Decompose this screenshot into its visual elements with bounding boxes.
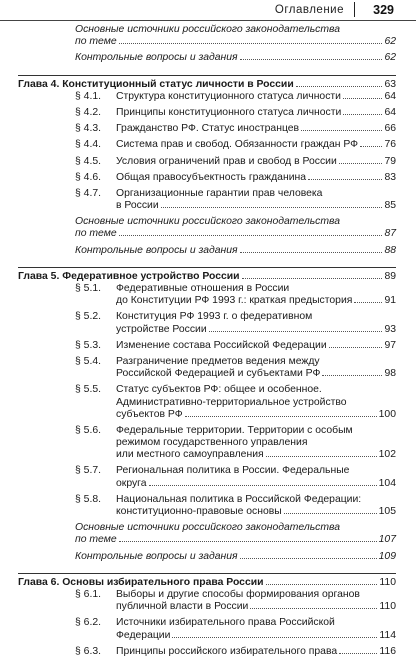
running-header	[0, 0, 416, 22]
entry-title: Региональная политика в России. Федеральные	[116, 465, 350, 477]
section-number: § 4.5.	[75, 155, 101, 167]
entry-title: Контрольные вопросы и задания	[75, 244, 238, 256]
entry-text	[18, 24, 396, 48]
toc-section[interactable]	[18, 139, 396, 151]
entry-title: Изменение состава Российской Федерации	[116, 339, 327, 351]
page-ref: 114	[379, 629, 396, 641]
page-ref: 91	[384, 295, 396, 307]
section-number: § 4.4.	[75, 139, 101, 151]
toc-supplement[interactable]	[18, 24, 396, 48]
entry-title: Федерации	[116, 629, 171, 641]
page-ref: 63	[384, 78, 396, 90]
section-number: § 5.8.	[75, 493, 101, 505]
entry-title: режимом государственного управления	[116, 437, 308, 449]
toc-section[interactable]	[18, 283, 396, 307]
leader-dots	[343, 98, 382, 99]
chapter-rule	[18, 573, 396, 574]
entry-line	[75, 522, 396, 534]
leader-dots	[339, 163, 383, 164]
entry-title: Национальная политика в Российской Федерации:	[116, 493, 362, 505]
leader-dots	[354, 302, 382, 303]
page-ref: 97	[384, 339, 396, 351]
leader-dots	[322, 375, 382, 376]
entry-line	[75, 216, 396, 228]
page-ref: 83	[384, 171, 396, 183]
entry-title: публичной власти в России	[116, 601, 249, 613]
leader-dots	[250, 608, 377, 609]
toc-chapter[interactable]	[18, 261, 396, 283]
entry-title: Основные источники российского законодательства	[75, 522, 340, 534]
entry-line	[116, 156, 396, 168]
entry-line	[75, 228, 396, 240]
leader-dots	[308, 179, 382, 180]
toc-section[interactable]	[18, 384, 396, 421]
section-number: § 4.2.	[75, 106, 101, 118]
entry-line	[75, 36, 396, 48]
entry-title: Федеральные территории. Территории с особым	[116, 424, 353, 436]
leader-dots	[240, 59, 383, 60]
entry-title: или местного самоуправления	[116, 449, 264, 461]
entry-line	[116, 283, 396, 295]
toc-supplement[interactable]	[18, 522, 396, 546]
leader-dots	[339, 653, 377, 654]
entry-title: устройстве России	[116, 323, 207, 335]
page-ref: 64	[384, 106, 396, 118]
toc-supplement[interactable]	[18, 52, 396, 64]
entry-line	[116, 601, 396, 613]
chapter-line	[18, 79, 396, 91]
header-rule	[0, 20, 416, 21]
toc-chapter[interactable]	[18, 567, 396, 589]
leader-dots	[172, 637, 377, 638]
section-number: § 5.1.	[75, 283, 101, 294]
section-number: § 4.7.	[75, 187, 101, 199]
page-ref: 116	[379, 645, 396, 657]
entry-line	[116, 188, 396, 200]
entry-line	[116, 311, 396, 323]
entry-line	[116, 384, 396, 396]
entry-line	[75, 551, 396, 563]
spacer	[18, 658, 396, 662]
entry-title: Основные источники российского законодательства	[75, 24, 340, 35]
section-number: § 5.6.	[75, 424, 101, 436]
toc-section[interactable]	[18, 311, 396, 335]
entry-title: Конституция РФ 1993 г. о федеративном	[116, 311, 313, 323]
leader-dots	[242, 278, 383, 279]
leader-dots	[161, 207, 383, 208]
entry-line	[116, 465, 396, 477]
entry-title: Гражданство РФ. Статус иностранцев	[116, 123, 300, 135]
entry-line	[116, 425, 396, 437]
page-ref: 64	[384, 90, 396, 102]
table-of-contents	[18, 24, 396, 662]
entry-line	[116, 494, 396, 506]
entry-title: по теме	[75, 228, 117, 240]
toc-supplement[interactable]	[18, 245, 396, 257]
page-ref: 62	[384, 52, 396, 64]
leader-dots	[240, 252, 383, 253]
page-ref: 88	[384, 244, 396, 256]
leader-dots	[119, 43, 383, 44]
page-ref: 66	[384, 123, 396, 135]
section-number: § 6.2.	[75, 617, 101, 629]
entry-title: Структура конституционного статуса личности	[116, 90, 341, 102]
header-separator	[354, 2, 355, 17]
toc-section[interactable]	[18, 107, 396, 119]
entry-title: по теме	[75, 36, 117, 48]
toc-section[interactable]	[18, 123, 396, 135]
leader-dots	[149, 485, 377, 486]
chapter-line	[18, 271, 396, 283]
entry-title: в России	[116, 200, 159, 212]
entry-line	[75, 534, 396, 546]
section-number: § 5.4.	[75, 355, 101, 367]
toc-supplement[interactable]	[18, 216, 396, 240]
section-number: § 5.3.	[75, 339, 101, 351]
entry-line	[116, 368, 396, 380]
page-ref: 98	[384, 368, 396, 380]
entry-title: по теме	[75, 534, 117, 546]
section-number: § 6.3.	[75, 645, 101, 657]
toc-supplement[interactable]	[18, 551, 396, 563]
section-number: § 6.1.	[75, 588, 101, 600]
toc-chapter[interactable]	[18, 69, 396, 91]
page-ref: 87	[384, 228, 396, 240]
page-ref: 102	[378, 449, 396, 461]
entry-title: Организационные гарантии прав человека	[116, 187, 323, 199]
leader-dots	[301, 130, 382, 131]
section-number: § 5.5.	[75, 384, 101, 396]
entry-title: Выборы и другие способы формирования органов	[116, 588, 360, 600]
entry-title: Контрольные вопросы и задания	[75, 52, 238, 64]
leader-dots	[119, 235, 383, 236]
chapter-title: Глава 6. Основы избирательного права России	[18, 576, 264, 588]
entry-line	[116, 478, 396, 490]
entry-line	[116, 409, 396, 421]
entry-line	[116, 397, 396, 409]
leader-dots	[296, 86, 383, 87]
entry-line	[116, 139, 396, 151]
leader-dots	[185, 416, 377, 417]
entry-title: субъектов РФ	[116, 408, 183, 420]
page-number: 329	[373, 3, 394, 17]
entry-title: Федеративные отношения в России	[116, 283, 290, 294]
entry-line	[116, 506, 396, 518]
leader-dots	[329, 347, 383, 348]
entry-line	[116, 91, 396, 103]
page-ref: 100	[378, 408, 396, 420]
entry-line	[116, 340, 396, 352]
entry-title: Общая правосубъектность гражданина	[116, 171, 307, 183]
entry-title: Условия ограничений прав и свобод в России	[116, 155, 337, 167]
toc-section[interactable]	[18, 494, 396, 518]
section-number: § 4.1.	[75, 90, 101, 102]
toc-section[interactable]	[18, 646, 396, 658]
running-title: Оглавление	[274, 4, 344, 16]
toc-section[interactable]	[18, 91, 396, 103]
section-number: § 5.2.	[75, 311, 101, 323]
toc-section[interactable]	[18, 617, 396, 641]
page-ref: 85	[384, 200, 396, 212]
page-ref: 109	[378, 550, 396, 562]
entry-title: округа	[116, 477, 147, 489]
chapter-rule	[18, 75, 396, 76]
leader-dots	[209, 331, 383, 332]
entry-line	[116, 589, 396, 601]
entry-title: Разграничение предметов ведения между	[116, 355, 320, 367]
entry-text	[18, 216, 396, 240]
entry-title: конституционно-правовые основы	[116, 506, 282, 517]
toc-section[interactable]	[18, 589, 396, 613]
entry-title: Принципы российского избирательного права	[116, 645, 338, 657]
entry-line	[116, 646, 396, 658]
entry-line	[75, 245, 396, 257]
entry-line	[116, 200, 396, 212]
page-ref: 76	[384, 139, 396, 151]
chapter-rule	[18, 267, 396, 268]
entry-title: до Конституции РФ 1993 г.: краткая предыстория	[116, 295, 353, 307]
entry-text	[18, 522, 396, 546]
chapter-title: Глава 5. Федеративное устройство России	[18, 270, 240, 282]
entry-title: Принципы конституционного статуса личности	[116, 106, 342, 118]
page-ref: 104	[378, 477, 396, 489]
page-ref: 79	[384, 155, 396, 167]
entry-title: Административно-территориальное устройство	[116, 396, 347, 408]
entry-title: Российской Федерацией и субъектами РФ	[116, 368, 321, 380]
page-ref: 110	[379, 601, 396, 613]
entry-text	[18, 52, 396, 64]
leader-dots	[119, 541, 377, 542]
page-ref: 105	[378, 506, 396, 517]
entry-line	[116, 123, 396, 135]
chapter-line	[18, 577, 396, 589]
page-ref: 93	[384, 323, 396, 335]
entry-line	[116, 617, 396, 629]
toc-section[interactable]	[18, 356, 396, 380]
entry-line	[116, 449, 396, 461]
page-ref: 107	[378, 534, 396, 546]
entry-line	[116, 437, 396, 449]
entry-line	[116, 172, 396, 184]
page-ref: 89	[384, 270, 396, 282]
leader-dots	[360, 146, 382, 147]
toc-section[interactable]	[18, 188, 396, 212]
leader-dots	[240, 558, 377, 559]
entry-line	[116, 295, 396, 307]
toc-section[interactable]	[18, 156, 396, 168]
leader-dots	[343, 114, 382, 115]
page-ref: 110	[379, 576, 396, 588]
section-number: § 5.7.	[75, 465, 101, 477]
entry-title: Система прав и свобод. Обязанности граждан РФ	[116, 139, 359, 151]
entry-line	[116, 324, 396, 336]
entry-line	[75, 24, 396, 36]
leader-dots	[266, 584, 378, 585]
entry-text	[18, 551, 396, 563]
entry-line	[75, 52, 396, 64]
entry-title: Основные источники российского законодательства	[75, 216, 340, 228]
entry-line	[116, 630, 396, 642]
entry-title: Источники избирательного права Российской	[116, 617, 335, 629]
leader-dots	[266, 456, 377, 457]
entry-title: Контрольные вопросы и задания	[75, 550, 238, 562]
entry-line	[116, 107, 396, 119]
entry-text	[18, 245, 396, 257]
section-number: § 4.3.	[75, 123, 101, 135]
toc-section[interactable]	[18, 425, 396, 462]
toc-section[interactable]	[18, 465, 396, 489]
entry-title: Статус субъектов РФ: общее и особенное.	[116, 384, 322, 396]
toc-section[interactable]	[18, 340, 396, 352]
page-ref: 62	[384, 36, 396, 48]
toc-section[interactable]	[18, 172, 396, 184]
leader-dots	[284, 513, 377, 514]
entry-line	[116, 356, 396, 368]
section-number: § 4.6.	[75, 171, 101, 183]
chapter-title: Глава 4. Конституционный статус личности в России	[18, 78, 294, 90]
